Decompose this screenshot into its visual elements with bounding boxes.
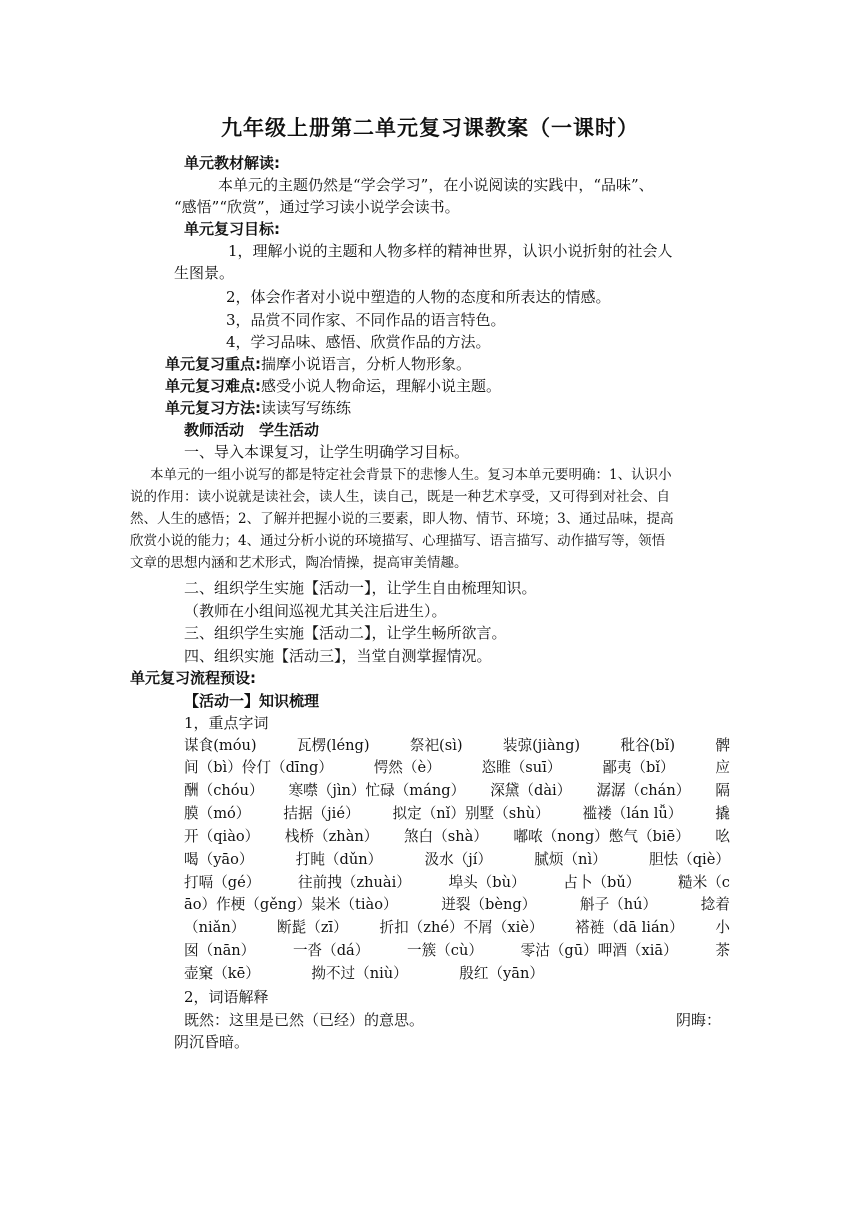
vocab-item: 髀	[715, 737, 730, 754]
zhongdian-line	[165, 353, 471, 375]
vocab-line-4	[184, 803, 730, 825]
vocab-item: 嘟哝（nong）憋气（biē）	[513, 828, 690, 845]
vocab-item: 糙米（c	[678, 874, 730, 891]
vocab-line-2	[184, 757, 730, 779]
vocab-line-11	[184, 963, 544, 985]
vocab-item: 打嗝（gé）	[184, 874, 261, 891]
vocab-item: 祭祀(sì)	[409, 737, 463, 754]
zhongdian-text: 揣摩小说语言，分析人物形象。	[261, 355, 472, 373]
step-2: 二、组织学生实施【活动一】，让学生自由梳理知识。	[184, 579, 537, 597]
vocab-item: 斛子（hú）	[579, 896, 658, 913]
document-title: 九年级上册第二单元复习课教案（一课时）	[221, 116, 639, 140]
vocab-item: 煞白（shà）	[403, 828, 488, 845]
intro-line-5: 文章的思想内涵和艺术形式，陶冶情操，提高审美情趣。	[130, 555, 468, 571]
vocab-item: 埠头（bù）	[448, 874, 526, 891]
vocab-item: 拗不过（niù）	[311, 965, 408, 982]
vocab-item: 恣睢（suī）	[481, 759, 562, 776]
step-4: 四、组织实施【活动三】，当堂自测掌握情况。	[184, 647, 492, 665]
intro-line-4: 欣赏小说的能力；4、通过分析小说的环境描写、心理描写、语言描写、动作描写等，领悟	[130, 533, 666, 549]
vocab-item: 深黛（dài）	[490, 782, 572, 799]
fangfa-line	[165, 397, 351, 419]
vocab-item: 茶	[715, 942, 730, 959]
vocab-item: 折扣（zhé）不屑（xiè）	[379, 919, 544, 936]
paragraph-jiaocai-2: “感悟”“欣赏”，通过学习读小说学会读书。	[174, 198, 460, 216]
fangfa-text: 读读写写练练	[261, 399, 352, 417]
vocab-item: 迸裂（bèng）	[441, 896, 537, 913]
goal-2: 2，体会作者对小说中塑造的人物的态度和所表达的情感。	[226, 288, 611, 306]
vocab-line-5	[184, 826, 730, 848]
vocab-item: 占卜（bǔ）	[563, 874, 641, 891]
vocab-item: 谋食(móu)	[184, 737, 257, 754]
vocab-item: 吆	[715, 828, 730, 845]
vocab-item: 壶窠（kē）	[184, 965, 260, 982]
heading-ciyu: 2，词语解释	[184, 988, 269, 1006]
vocab-item: 愕然（è）	[373, 759, 441, 776]
vocab-item: 囡（nān）	[184, 942, 256, 959]
step-1: 一、导入本课复习，让学生明确学习目标。	[184, 443, 470, 461]
vocab-item: 潺潺（chán）	[596, 782, 691, 799]
paragraph-jiaocai-1: 本单元的主题仍然是“学会学习”，在小说阅读的实践中，“品味”、	[218, 176, 654, 194]
vocab-item: 鄙夷（bǐ）	[602, 759, 675, 776]
nandian-label: 单元复习难点:	[165, 377, 261, 395]
vocab-item: āo）作梗（gěng）粜米（tiào）	[184, 896, 398, 913]
vocab-line-10	[184, 940, 730, 962]
goal-3: 3，品赏不同作家、不同作品的语言特色。	[226, 311, 506, 329]
goal-4: 4，学习品味、感悟、欣赏作品的方法。	[226, 333, 491, 351]
vocab-item: 殷红（yān）	[459, 965, 544, 982]
heading-zici: 1，重点字词	[184, 714, 269, 732]
vocab-item: 秕谷(bǐ)	[620, 737, 676, 754]
intro-line-1: 本单元的一组小说写的都是特定社会背景下的悲惨人生。复习本单元要明确：1、认识小	[150, 467, 672, 483]
nandian-line	[165, 375, 501, 397]
vocab-item: 拟定（nǐ）别墅（shù）	[392, 805, 550, 822]
vocab-item: 一沓（dá）	[292, 942, 370, 959]
heading-jiaocai: 单元教材解读:	[184, 154, 280, 172]
vocab-item: 酬（chóu）	[184, 782, 264, 799]
vocab-item: 往前拽（zhuài）	[298, 874, 411, 891]
vocab-line-3	[184, 780, 730, 802]
vocab-item: 捻着	[700, 896, 730, 913]
vocab-line-7	[184, 872, 730, 894]
vocab-line-9	[184, 917, 730, 939]
vocab-item: 零沽（gū）呷酒（xiā）	[520, 942, 678, 959]
intro-line-2: 说的作用：读小说就是读社会，读人生，读自己，既是一种艺术享受，又可得到对社会、自	[130, 489, 670, 505]
definition-yinhui-label: 阴晦：	[676, 1011, 722, 1029]
activity-heading: 教师活动 学生活动	[184, 421, 320, 439]
heading-liucheng: 单元复习流程预设:	[130, 669, 256, 687]
vocab-item: 撬	[715, 805, 730, 822]
vocab-item: 膜（mó）	[184, 805, 251, 822]
vocab-item: 间（bì）伶仃（dīng）	[184, 759, 333, 776]
step-3: 三、组织学生实施【活动二】，让学生畅所欲言。	[184, 624, 507, 642]
vocab-line-8	[184, 894, 730, 916]
vocab-item: 打盹（dǔn）	[295, 851, 383, 868]
vocab-item: 喝（yāo）	[184, 851, 254, 868]
zhongdian-label: 单元复习重点:	[165, 355, 261, 373]
vocab-line-1	[184, 735, 730, 757]
heading-huodong-1: 【活动一】知识梳理	[184, 692, 320, 710]
step-2-note: （教师在小组间巡视尤其关注后进生）。	[184, 602, 447, 620]
vocab-item: 小	[715, 919, 730, 936]
vocab-item: 拮据（jié）	[283, 805, 360, 822]
vocab-item: 断髭（zī）	[277, 919, 348, 936]
vocab-item: 腻烦（nì）	[534, 851, 607, 868]
vocab-line-6	[184, 849, 730, 871]
definition-yinhui-text: 阴沉昏暗。	[174, 1033, 250, 1051]
heading-mubiao: 单元复习目标:	[184, 220, 280, 238]
definition-jiran: 既然：这里是已然（已经）的意思。	[184, 1011, 425, 1029]
intro-line-3: 然、人生的感悟；2、了解并把握小说的三要素，即人物、情节、环境；3、通过品味，提高	[130, 511, 674, 527]
vocab-item: 隔	[715, 782, 730, 799]
vocab-item: 一簇（cù）	[407, 942, 483, 959]
goal-1b: 生图景。	[174, 264, 235, 282]
vocab-item: 瓦楞(léng)	[296, 737, 370, 754]
fangfa-label: 单元复习方法:	[165, 399, 261, 417]
vocab-item: 开（qiào）	[184, 828, 260, 845]
vocab-item: 寒噤（jìn）忙碌（máng）	[288, 782, 466, 799]
vocab-item: 褡裢（dā lián）	[575, 919, 684, 936]
vocab-item: 装弶(jiàng)	[502, 737, 581, 754]
goal-1a: 1，理解小说的主题和人物多样的精神世界，认识小说折射的社会人	[228, 242, 673, 260]
vocab-item: （niǎn）	[184, 919, 246, 936]
vocab-item: 栈桥（zhàn）	[284, 828, 379, 845]
vocab-item: 褴褛（lán lǚ）	[582, 805, 683, 822]
vocab-item: 胆怯（qiè）	[648, 851, 730, 868]
vocab-item: 应	[715, 759, 730, 776]
vocab-item: 汲水（jí）	[424, 851, 493, 868]
nandian-text: 感受小说人物命运，理解小说主题。	[261, 377, 502, 395]
